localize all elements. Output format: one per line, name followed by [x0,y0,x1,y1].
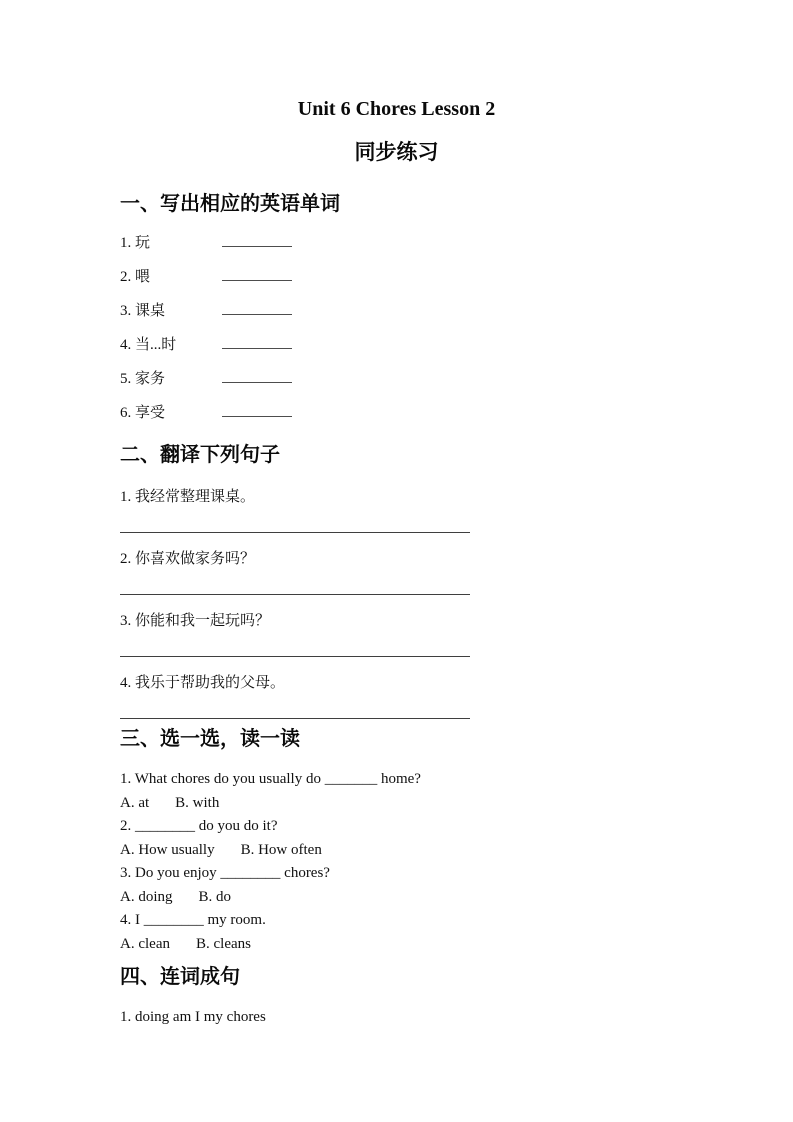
vocab-item-label: 3. 课桌 [120,303,166,319]
translation-item [120,551,693,595]
translation-item-text: 1. 我经常整理课桌。 [120,489,256,505]
option-b: B. with [175,794,220,811]
section-4-heading: 四、连词成句 [120,966,240,988]
choice-question: 3. Do you enjoy ________ chores? [120,865,330,881]
vocab-item [120,405,693,439]
answer-blank [222,416,292,417]
doc-subtitle: 同步练习 [354,141,439,164]
option-b: B. cleans [195,935,251,952]
option-a: A. How usually [120,841,215,858]
answer-line [120,594,470,595]
section-3-heading: 三、选一选，读一读 [120,728,300,750]
answer-blank [222,280,292,281]
vocab-item [120,371,693,405]
vocab-item-label: 2. 喂 [120,269,151,285]
answer-blank [222,382,292,383]
translation-item-text: 4. 我乐于帮助我的父母。 [120,675,286,691]
choice-options [120,886,693,910]
choice-options [120,792,693,816]
vocab-item [120,269,693,303]
answer-blank [222,348,292,349]
section-1-heading: 一、写出相应的英语单词 [120,193,340,215]
answer-blank [222,314,292,315]
vocab-item-label: 4. 当...时 [120,337,177,353]
translation-item [120,675,693,719]
vocab-item [120,303,693,337]
choice-options [120,839,693,863]
translation-list [120,489,693,719]
translation-item [120,613,693,657]
answer-blank [222,246,292,247]
section-2-heading: 二、翻译下列句子 [120,444,280,466]
choice-question-list [120,768,693,956]
choice-question: 2. ________ do you do it? [120,818,278,834]
vocab-item [120,337,693,371]
vocab-list [120,235,693,439]
sentence-item: 1. doing am I my chores [120,1009,266,1025]
answer-line [120,532,470,533]
option-b: B. do [198,888,232,905]
option-a: A. clean [120,935,170,952]
vocab-item-label: 1. 玩 [120,235,151,251]
translation-item [120,489,693,533]
vocab-item-label: 5. 家务 [120,371,166,387]
vocab-item-label: 6. 享受 [120,405,166,421]
vocab-item [120,235,693,269]
answer-line [120,656,470,657]
choice-question: 1. What chores do you usually do _______ home? [120,771,421,787]
doc-title: Unit 6 Chores Lesson 2 [297,98,496,120]
answer-line [120,718,470,719]
option-a: A. doing [120,888,173,905]
doc-content [120,192,693,1026]
translation-item-text: 3. 你能和我一起玩吗？ [120,613,271,629]
translation-item-text: 2. 你喜欢做家务吗？ [120,551,256,567]
choice-question: 4. I ________ my room. [120,912,266,928]
choice-options [120,933,693,957]
option-a: A. at [120,794,150,811]
option-b: B. How often [240,841,322,858]
